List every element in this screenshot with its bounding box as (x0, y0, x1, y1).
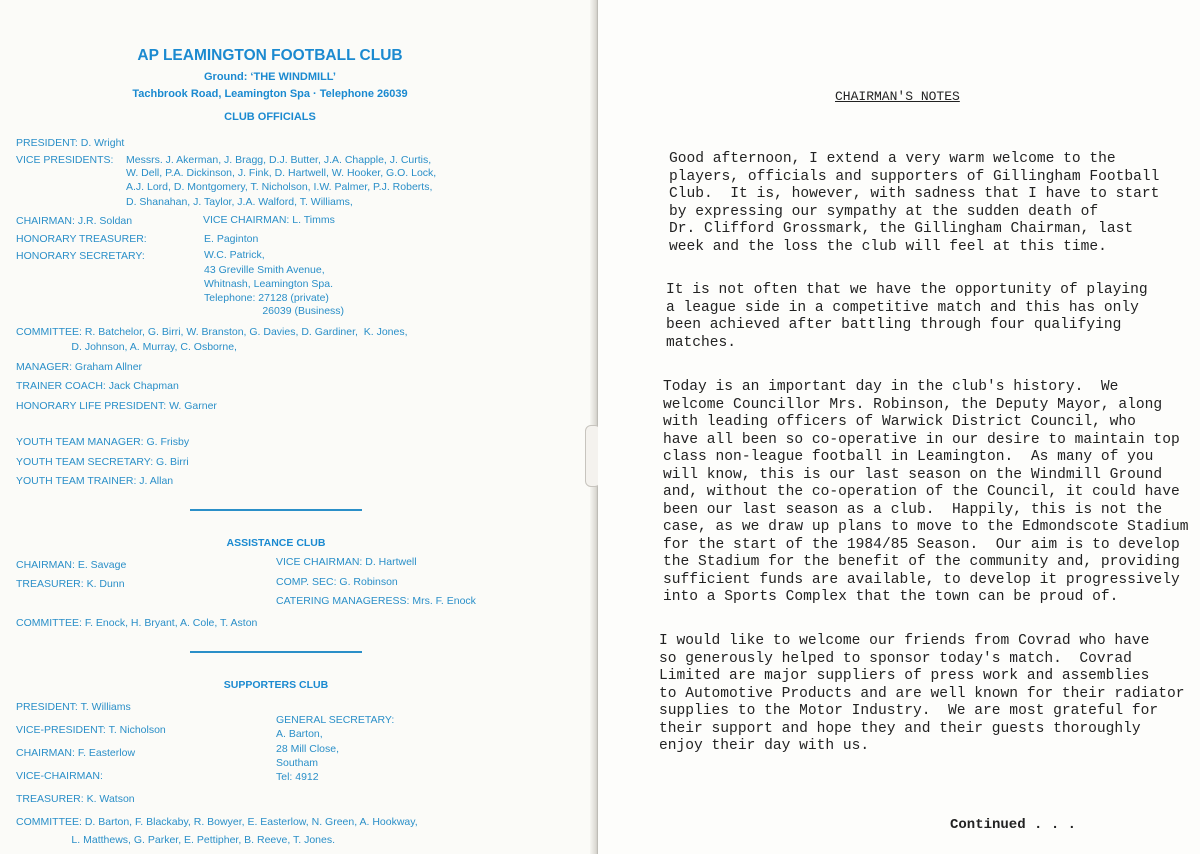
notes-paragraph: I would like to welcome our friends from Covrad who have so generously helped to sponsor today's match. Covrad Limited are major suppliers of press work and assemblies to Automotive Products and are well known for their radiator supplies to the Motor Industry. We are most grateful for their support and hope they and their guests thoroughly enjoy their day with us. (659, 633, 1185, 754)
sup-treasurer: TREASURER: K. Watson (16, 793, 135, 805)
trainer-coach: TRAINER COACH: Jack Chapman (16, 380, 179, 392)
sup-committee-line: L. Matthews, G. Parker, E. Pettipher, B. Reeve, T. Jones. (16, 834, 336, 846)
assist-vice-chairman: VICE CHAIRMAN: D. Hartwell (276, 556, 417, 568)
sup-gen-sec-line: A. Barton, (276, 728, 323, 740)
secretary-label: HONORARY SECRETARY: (16, 250, 145, 262)
vice-presidents-label: VICE PRESIDENTS: (16, 154, 114, 166)
notes-paragraph: Good afternoon, I extend a very warm welcome to the players, officials and supporters of Gillingham Football Club. It is, however, with sadness that I have to start by expressing our sympathy at the sudden death of Dr. Clifford Grossmark, the Gillingham Chairman, last week and the loss the club will feel at this time. (669, 151, 1160, 255)
right-page (598, 0, 1200, 854)
youth-trainer: YOUTH TEAM TRAINER: J. Allan (16, 475, 174, 487)
section-divider (190, 509, 362, 511)
assist-comp-sec: COMP. SEC: G. Robinson (276, 576, 398, 588)
club-address: Tachbrook Road, Leamington Spa · Telephone 26039 (132, 88, 408, 100)
assist-chairman: CHAIRMAN: E. Savage (16, 559, 127, 571)
assist-catering: CATERING MANAGERESS: Mrs. F. Enock (276, 595, 476, 607)
treasurer-name: E. Paginton (204, 233, 259, 245)
sup-gen-sec-line: 28 Mill Close, (276, 743, 340, 755)
notes-title: CHAIRMAN'S NOTES (835, 89, 960, 104)
sup-vice-chairman: VICE-CHAIRMAN: (16, 770, 103, 782)
vice-presidents-line: D. Shanahan, J. Taylor, J.A. Walford, T. Williams, (126, 196, 353, 208)
secretary-line: 43 Greville Smith Avenue, (204, 264, 325, 276)
sup-committee-line: COMMITTEE: D. Barton, F. Blackaby, R. Bowyer, E. Easterlow, N. Green, A. Hookway, (16, 816, 418, 828)
chairman: CHAIRMAN: J.R. Soldan (16, 215, 133, 227)
sup-vice-president: VICE-PRESIDENT: T. Nicholson (16, 724, 166, 736)
youth-secretary: YOUTH TEAM SECRETARY: G. Birri (16, 456, 189, 468)
sup-chairman: CHAIRMAN: F. Easterlow (16, 747, 136, 759)
continued-label: Continued . . . (950, 817, 1077, 833)
sup-gen-sec-line: Southam (276, 757, 319, 769)
assist-treasurer: TREASURER: K. Dunn (16, 578, 125, 590)
notes-paragraph: It is not often that we have the opportunity of playing a league side in a competitive match and this has only been achieved after battling through four qualifying matches. (666, 282, 1148, 351)
assist-committee: COMMITTEE: F. Enock, H. Bryant, A. Cole, T. Aston (16, 617, 258, 629)
secretary-line: 26039 (Business) (204, 305, 345, 317)
vice-presidents-line: W. Dell, P.A. Dickinson, J. Fink, D. Hartwell, W. Hooker, G.O. Lock, (126, 167, 437, 179)
committee-line: D. Johnson, A. Murray, C. Osborne, (16, 341, 237, 353)
committee-line: COMMITTEE: R. Batchelor, G. Birri, W. Branston, G. Davies, D. Gardiner, K. Jones, (16, 326, 408, 338)
manager: MANAGER: Graham Allner (16, 361, 143, 373)
president: PRESIDENT: D. Wright (16, 137, 125, 149)
treasurer-label: HONORARY TREASURER: (16, 233, 147, 245)
club-title: AP LEAMINGTON FOOTBALL CLUB (137, 47, 403, 64)
ground-name: Ground: ‘THE WINDMILL’ (204, 71, 336, 83)
youth-manager: YOUTH TEAM MANAGER: G. Frisby (16, 436, 190, 448)
secretary-line: W.C. Patrick, (204, 249, 265, 261)
sup-gen-sec-line: Tel: 4912 (276, 771, 319, 783)
vice-chairman: VICE CHAIRMAN: L. Timms (203, 214, 335, 226)
assistance-heading: ASSISTANCE CLUB (226, 537, 326, 549)
section-divider (190, 651, 362, 653)
vice-presidents-line: A.J. Lord, D. Montgomery, T. Nicholson, I.W. Palmer, P.J. Roberts, (126, 181, 433, 193)
life-president: HONORARY LIFE PRESIDENT: W. Garner (16, 400, 217, 412)
sup-president: PRESIDENT: T. Williams (16, 701, 131, 713)
officials-heading: CLUB OFFICIALS (224, 111, 316, 123)
supporters-heading: SUPPORTERS CLUB (223, 679, 329, 691)
left-page (0, 0, 596, 854)
vice-presidents-line: Messrs. J. Akerman, J. Bragg, D.J. Butter, J.A. Chapple, J. Curtis, (126, 154, 432, 166)
notes-paragraph: Today is an important day in the club's history. We welcome Councillor Mrs. Robinson, the Deputy Mayor, along with leading officers of Warwick District Council, who have all been so co-operative in our desire to maintain top class non-league football in Leamington. As many of you will know, this is our last season on the Windmill Ground and, without the co-operation of the Council, it could have been our last season as a club. Happily, this is not the case, as we draw up plans to move to the Edmondscote Stadium for the start of the 1984/85 Season. Our aim is to develop the Stadium for the benefit of the community and, providing sufficient funds are available, to develop it progressively into a Sports Complex that the town can be proud of. (663, 379, 1189, 605)
sup-gen-sec-label: GENERAL SECRETARY: (276, 714, 395, 726)
secretary-line: Whitnash, Leamington Spa. (204, 278, 333, 290)
secretary-line: Telephone: 27128 (private) (204, 292, 329, 304)
